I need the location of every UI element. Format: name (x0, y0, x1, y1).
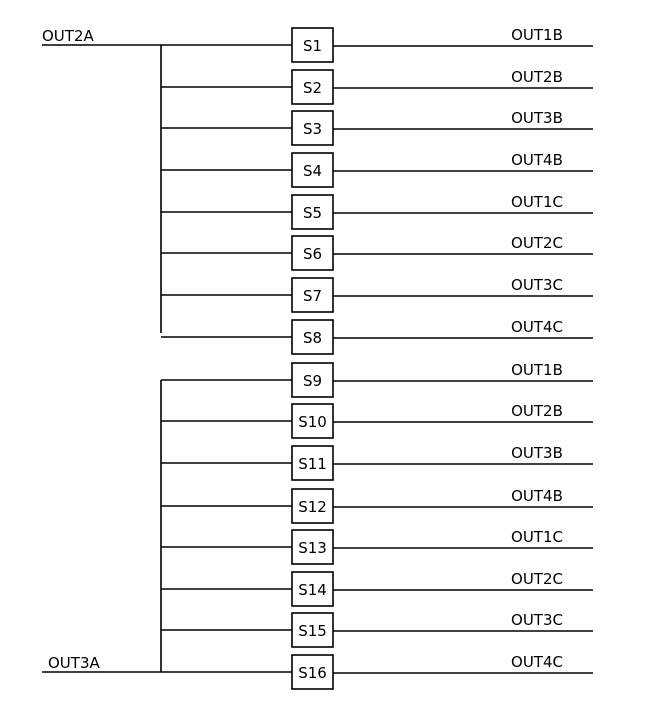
switch-row-9 (161, 361, 593, 397)
switch-row-4 (161, 151, 593, 187)
output-label-12: OUT4B (511, 487, 563, 505)
output-label-6: OUT2C (511, 234, 563, 252)
switch-label-4: S4 (302, 162, 323, 180)
switch-label-16: S16 (298, 664, 327, 682)
switch-row-5 (161, 193, 593, 229)
output-label-10: OUT2B (511, 402, 563, 420)
switch-row-7 (161, 276, 593, 312)
input-label-bottom: OUT3A (48, 654, 100, 672)
output-label-9: OUT1B (511, 361, 563, 379)
switch-label-8: S8 (302, 329, 323, 347)
switch-label-14: S14 (298, 581, 327, 599)
switch-row-1 (292, 26, 593, 62)
switch-row-12 (161, 487, 593, 523)
switch-label-7: S7 (302, 287, 323, 305)
switch-label-5: S5 (302, 204, 323, 222)
switch-label-3: S3 (302, 120, 323, 138)
switch-label-15: S15 (298, 622, 327, 640)
output-label-2: OUT2B (511, 68, 563, 86)
switch-row-14 (161, 570, 593, 606)
switch-label-11: S11 (298, 455, 327, 473)
switch-label-1: S1 (302, 37, 323, 55)
switch-label-6: S6 (302, 245, 323, 263)
switch-row-10 (161, 402, 593, 438)
output-label-8: OUT4C (511, 318, 563, 336)
switch-label-12: S12 (298, 498, 327, 516)
switch-rows (161, 26, 593, 689)
output-label-7: OUT3C (511, 276, 563, 294)
switch-label-13: S13 (298, 539, 327, 557)
output-label-16: OUT4C (511, 653, 563, 671)
output-label-5: OUT1C (511, 193, 563, 211)
switch-row-6 (161, 234, 593, 270)
input-label-top: OUT2A (42, 27, 94, 45)
input-bus-top (42, 27, 292, 333)
switch-label-9: S9 (302, 372, 323, 390)
switch-row-11 (161, 444, 593, 480)
output-label-15: OUT3C (511, 611, 563, 629)
output-label-3: OUT3B (511, 109, 563, 127)
switch-row-15 (161, 611, 593, 647)
output-label-4: OUT4B (511, 151, 563, 169)
output-label-13: OUT1C (511, 528, 563, 546)
output-label-14: OUT2C (511, 570, 563, 588)
output-label-11: OUT3B (511, 444, 563, 462)
switch-row-16 (292, 653, 593, 689)
switch-row-3 (161, 109, 593, 145)
switch-label-2: S2 (302, 79, 323, 97)
switch-row-8 (161, 318, 593, 354)
input-bus-bottom (42, 380, 292, 672)
switch-label-10: S10 (298, 413, 327, 431)
switch-row-13 (161, 528, 593, 564)
switch-row-2 (161, 68, 593, 104)
output-label-1: OUT1B (511, 26, 563, 44)
